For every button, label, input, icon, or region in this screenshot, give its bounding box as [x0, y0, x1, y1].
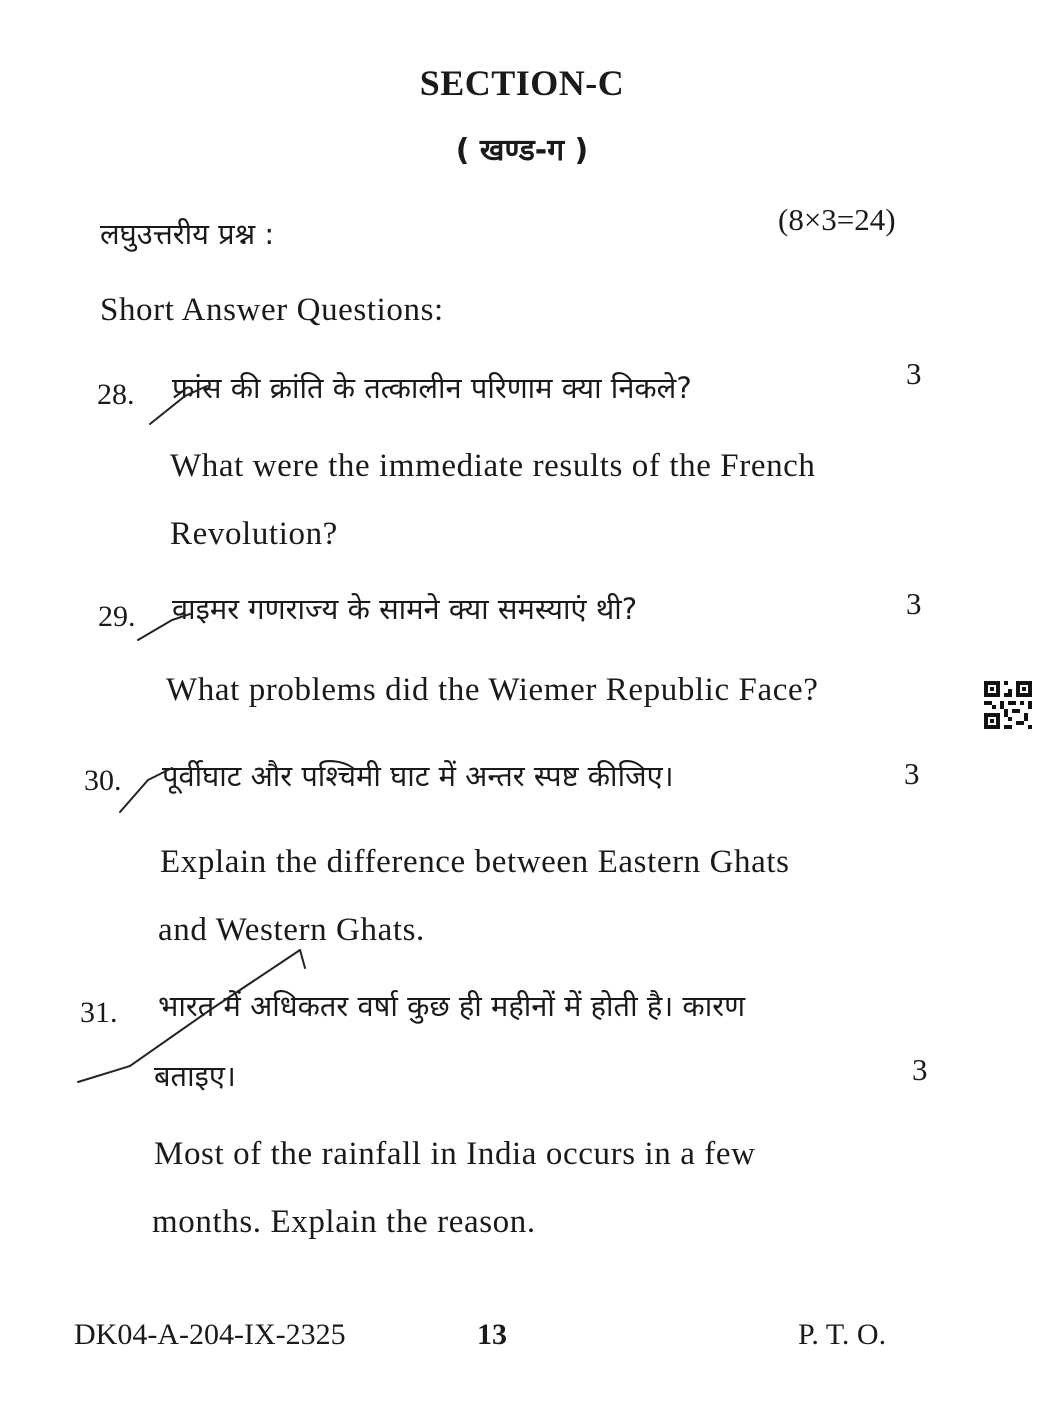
- question-marks: 3: [906, 586, 922, 621]
- question-english-line: What problems did the Wiemer Republic Face?: [166, 672, 819, 708]
- paper-code: DK04-A-204-IX-2325: [74, 1318, 346, 1351]
- question-type-english: Short Answer Questions:: [100, 292, 444, 328]
- question-hindi: फ्रांस की क्रांति के तत्कालीन परिणाम क्या निकले?: [172, 371, 692, 405]
- question-english-line: Explain the difference between Eastern Ghats: [160, 844, 790, 880]
- qr-code-icon: [984, 681, 1032, 729]
- question-number: 28.: [97, 378, 135, 411]
- question-english-line: What were the immediate results of the French: [170, 448, 816, 484]
- question-type-hindi: लघुउत्तरीय प्रश्न :: [100, 217, 275, 251]
- question-hindi: वाइमर गणराज्य के सामने क्या समस्याएं थी?: [172, 592, 638, 626]
- pto-label: P. T. O.: [798, 1318, 887, 1351]
- question-marks: 3: [906, 356, 922, 391]
- page-number: 13: [477, 1318, 507, 1351]
- question-hindi-line: बताइए।: [154, 1059, 236, 1093]
- question-number: 31.: [80, 996, 118, 1029]
- tick-mark: [300, 950, 305, 968]
- question-english-line: months. Explain the reason.: [152, 1204, 536, 1240]
- question-english-line: Most of the rainfall in India occurs in a few: [154, 1136, 756, 1172]
- question-hindi: पूर्वीघाट और पश्चिमी घाट में अन्तर स्पष्ट कीजिए।: [162, 759, 674, 793]
- marks-scheme: (8×3=24): [778, 202, 896, 237]
- section-subtitle-hindi: ( खण्ड-ग ): [455, 133, 589, 168]
- section-title: SECTION-C: [419, 63, 625, 103]
- question-english-line: and Western Ghats.: [158, 912, 425, 948]
- question-number: 29.: [98, 600, 136, 633]
- question-marks: 3: [904, 756, 920, 791]
- question-marks: 3: [912, 1052, 928, 1087]
- question-number: 30.: [84, 764, 122, 797]
- question-hindi-line: भारत में अधिकतर वर्षा कुछ ही महीनों में होती है। कारण: [158, 989, 746, 1023]
- question-english-line: Revolution?: [170, 516, 338, 552]
